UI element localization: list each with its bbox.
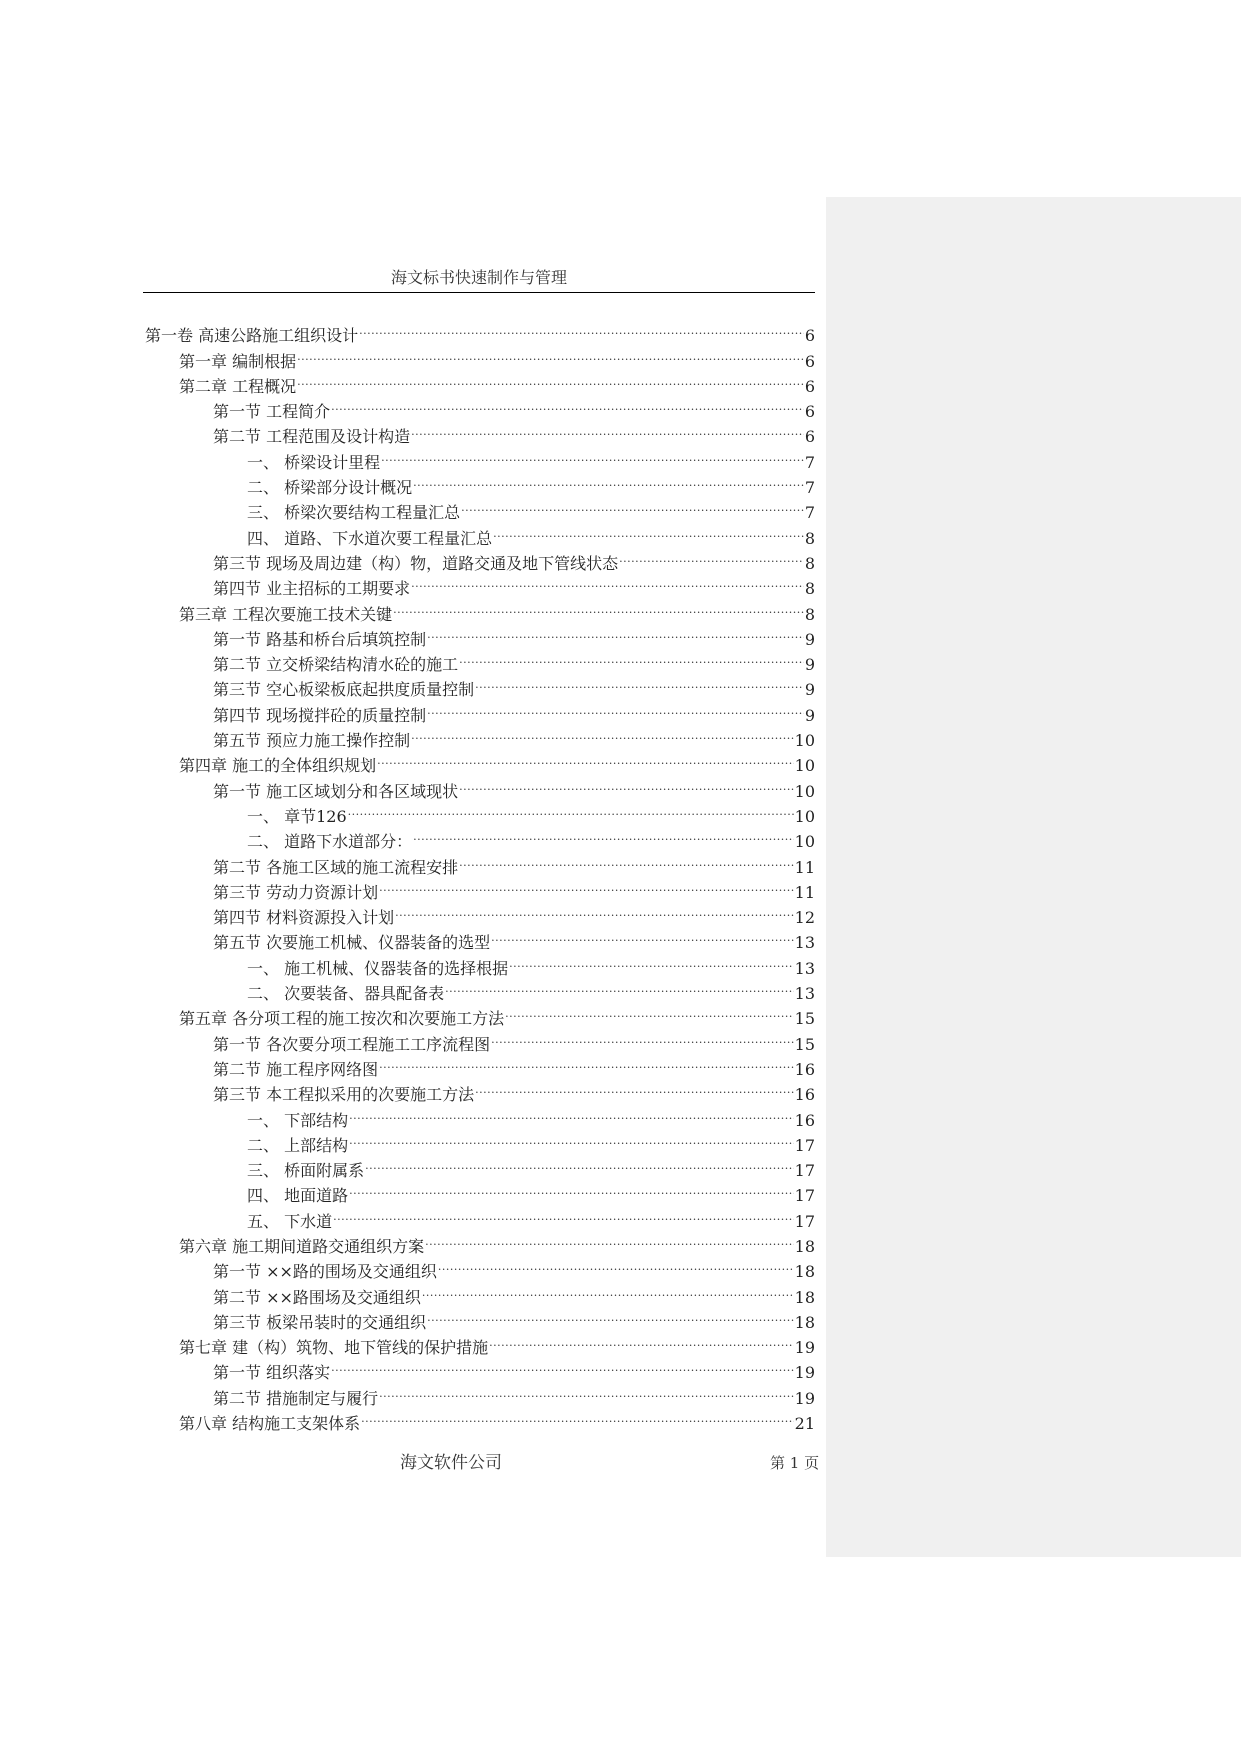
toc-entry-page: 6	[804, 376, 815, 396]
toc-entry-page: 12	[794, 908, 815, 928]
toc-entry-page: 19	[794, 1363, 815, 1383]
toc-entry-title: 五、 下水道	[247, 1211, 333, 1231]
toc-entry-page: 17	[794, 1211, 815, 1231]
toc-dot-leader	[365, 1151, 794, 1176]
toc-dot-leader	[348, 797, 794, 822]
toc-dot-leader	[411, 721, 794, 746]
header-rule	[143, 292, 815, 293]
footer-company: 海文软件公司	[400, 1453, 502, 1473]
toc-dot-leader	[361, 1404, 794, 1429]
toc-dot-leader	[459, 771, 794, 796]
toc-dot-leader	[461, 493, 804, 518]
toc-entry-page: 11	[794, 857, 815, 877]
toc-entry-page: 6	[804, 326, 815, 346]
toc-entry-page: 6	[804, 351, 815, 371]
toc-entry-title: 第五节 预应力施工操作控制	[213, 731, 411, 751]
toc-entry-title: 第五章 各分项工程的施工按次和次要施工方法	[179, 1009, 505, 1029]
toc-entry-title: 四、 道路、下水道次要工程量汇总	[247, 528, 493, 548]
toc-entry-page: 11	[794, 882, 815, 902]
toc-dot-leader	[427, 1303, 794, 1328]
toc-entry-page: 6	[804, 427, 815, 447]
toc-dot-leader	[297, 367, 804, 392]
toc-entry-page: 13	[794, 958, 815, 978]
toc-entry[interactable]	[143, 999, 815, 1029]
toc-entry[interactable]	[143, 822, 815, 852]
toc-entry-page: 15	[794, 1034, 815, 1054]
toc-entry[interactable]	[143, 1151, 815, 1181]
toc-entry-title: 第二节 措施制定与履行	[213, 1388, 379, 1408]
toc-entry-title: 第一节 组织落实	[213, 1363, 331, 1383]
toc-dot-leader	[331, 392, 804, 417]
toc-dot-leader	[619, 544, 804, 569]
toc-entry[interactable]	[143, 518, 815, 548]
toc-entry-page: 7	[804, 503, 815, 523]
toc-dot-leader	[395, 898, 794, 923]
toc-dot-leader	[459, 645, 804, 670]
toc-entry[interactable]	[143, 493, 815, 523]
toc-dot-leader	[489, 1328, 794, 1353]
toc-entry-title: 第八章 结构施工支架体系	[179, 1414, 361, 1434]
toc-dot-leader	[427, 620, 804, 645]
toc-dot-leader	[297, 341, 804, 366]
toc-entry-page: 16	[794, 1085, 815, 1105]
toc-entry-page: 18	[794, 1287, 815, 1307]
toc-dot-leader	[413, 468, 804, 493]
toc-dot-leader	[475, 1075, 794, 1100]
toc-entry-title: 第三节 空心板梁板底起拱度质量控制	[213, 680, 475, 700]
toc-dot-leader	[491, 923, 794, 948]
toc-entry-page: 10	[794, 806, 815, 826]
toc-entry-title: 二、 桥梁部分设计概况	[247, 478, 413, 498]
toc-dot-leader	[379, 1378, 794, 1403]
toc-dot-leader	[349, 1126, 794, 1151]
toc-entry-page: 18	[794, 1312, 815, 1332]
comment-pane	[826, 197, 1241, 1557]
toc-entry-page: 6	[804, 402, 815, 422]
toc-entry-title: 第四节 现场搅拌砼的质量控制	[213, 705, 427, 725]
toc-dot-leader	[379, 873, 794, 898]
toc-entry-title: 第五节 次要施工机械、仪器装备的选型	[213, 933, 491, 953]
toc-entry[interactable]	[143, 974, 815, 1004]
toc-entry-page: 19	[794, 1338, 815, 1358]
toc-entry-title: 第三节 现场及周边建（构）物，道路交通及地下管线状态	[213, 553, 619, 573]
toc-dot-leader	[427, 695, 804, 720]
toc-entry[interactable]	[143, 1227, 815, 1256]
toc-entry-title: 第一卷 高速公路施工组织设计	[145, 326, 359, 346]
toc-entry-title: 二、 上部结构	[247, 1135, 349, 1155]
toc-entry[interactable]	[143, 1201, 815, 1231]
toc-dot-leader	[445, 974, 794, 999]
toc-dot-leader	[349, 1176, 794, 1201]
toc-entry-page: 9	[804, 680, 815, 700]
toc-entry-page: 9	[804, 705, 815, 725]
toc-entry-title: 第二节 ××路围场及交通组织	[213, 1287, 421, 1307]
toc-dot-leader	[475, 670, 804, 695]
toc-entry-page: 21	[794, 1414, 815, 1434]
toc-entry-title: 二、 次要装备、器具配备表	[247, 984, 445, 1004]
toc-dot-leader	[393, 594, 804, 619]
toc-entry-page: 10	[794, 832, 815, 852]
toc-entry-title: 一、 章节126	[247, 806, 347, 826]
toc-dot-leader	[359, 316, 804, 341]
toc-dot-leader	[381, 442, 804, 467]
toc-dot-leader	[493, 518, 804, 543]
toc-entry[interactable]	[143, 1126, 815, 1155]
page-header: 海文标书快速制作与管理	[390, 268, 567, 287]
toc-entry-page: 8	[804, 553, 815, 573]
toc-entry-title: 第一节 ××路的围场及交通组织	[213, 1262, 437, 1282]
toc-entry-page: 7	[804, 452, 815, 472]
toc-entry-page: 8	[804, 528, 815, 548]
toc-entry[interactable]	[143, 1176, 815, 1206]
toc-entry-title: 第六章 施工期间道路交通组织方案	[179, 1236, 425, 1256]
toc-entry[interactable]	[143, 468, 815, 498]
toc-dot-leader	[491, 1024, 794, 1049]
toc-dot-leader	[331, 1353, 794, 1378]
table-of-contents	[143, 316, 815, 1434]
toc-entry-title: 第一节 路基和桥台后填筑控制	[213, 629, 427, 649]
toc-entry-title: 第二节 立交桥梁结构清水砼的施工	[213, 655, 459, 675]
toc-dot-leader	[411, 417, 804, 442]
toc-entry-page: 17	[794, 1186, 815, 1206]
toc-entry-title: 四、 地面道路	[247, 1186, 349, 1206]
toc-entry-title: 三、 桥面附属系	[247, 1161, 365, 1181]
toc-entry-title: 第一节 各次要分项工程施工工序流程图	[213, 1034, 491, 1054]
toc-dot-leader	[438, 1252, 794, 1277]
toc-dot-leader	[377, 746, 794, 771]
toc-dot-leader	[459, 847, 794, 872]
toc-entry-title: 第三节 本工程拟采用的次要施工方法	[213, 1085, 475, 1105]
footer-page-number: 第 1 页	[770, 1454, 820, 1472]
toc-entry-page: 9	[804, 629, 815, 649]
toc-dot-leader	[425, 1227, 794, 1252]
toc-entry-title: 一、 桥梁设计里程	[247, 452, 381, 472]
toc-entry-title: 第一节 工程简介	[213, 402, 331, 422]
toc-entry-page: 19	[794, 1388, 815, 1408]
toc-entry-page: 16	[794, 1110, 815, 1130]
toc-entry-title: 第四节 业主招标的工期要求	[213, 579, 411, 599]
toc-entry-title: 第三章 工程次要施工技术关键	[179, 604, 393, 624]
toc-entry-title: 一、 下部结构	[247, 1110, 349, 1130]
toc-entry-page: 7	[804, 478, 815, 498]
toc-entry-title: 第三节 板梁吊装时的交通组织	[213, 1312, 427, 1332]
toc-entry-page: 15	[794, 1009, 815, 1029]
toc-entry[interactable]	[143, 847, 815, 877]
toc-entry-page: 17	[794, 1135, 815, 1155]
toc-entry-title: 三、 桥梁次要结构工程量汇总	[247, 503, 461, 523]
toc-entry-title: 第二节 工程范围及设计构造	[213, 427, 411, 447]
toc-entry-page: 10	[794, 731, 815, 751]
toc-entry[interactable]	[143, 316, 815, 346]
toc-entry-page: 13	[794, 933, 815, 953]
toc-entry-title: 第四章 施工的全体组织规划	[179, 756, 377, 776]
toc-entry-page: 18	[794, 1262, 815, 1282]
toc-entry-page: 10	[794, 781, 815, 801]
toc-entry-title: 第四节 材料资源投入计划	[213, 908, 395, 928]
toc-entry-title: 第二节 各施工区域的施工流程安排	[213, 857, 459, 877]
toc-entry-title: 第二节 施工程序网络图	[213, 1059, 379, 1079]
toc-entry-page: 10	[794, 756, 815, 776]
toc-entry-title: 一、 施工机械、仪器装备的选择根据	[247, 958, 509, 978]
toc-entry-page: 9	[804, 655, 815, 675]
toc-entry-title: 第一节 施工区域划分和各区域现状	[213, 781, 459, 801]
toc-entry-page: 13	[794, 984, 815, 1004]
toc-entry-title: 第三节 劳动力资源计划	[213, 882, 379, 902]
toc-dot-leader	[509, 948, 794, 973]
toc-dot-leader	[413, 822, 794, 847]
toc-dot-leader	[422, 1277, 794, 1302]
toc-entry-page: 17	[794, 1161, 815, 1181]
toc-entry-title: 第一章 编制根据	[179, 351, 297, 371]
toc-entry-page: 16	[794, 1059, 815, 1079]
toc-dot-leader	[349, 1100, 794, 1125]
toc-dot-leader	[411, 569, 804, 594]
toc-entry-page: 18	[794, 1236, 815, 1256]
toc-entry-page: 8	[804, 579, 815, 599]
toc-dot-leader	[505, 999, 794, 1024]
toc-entry-title: 二、 道路下水道部分：	[247, 832, 413, 852]
toc-entry-page: 8	[804, 604, 815, 624]
toc-dot-leader	[333, 1201, 794, 1226]
toc-entry-title: 第七章 建（构）筑物、地下管线的保护措施	[179, 1338, 489, 1358]
toc-entry-title: 第二章 工程概况	[179, 376, 297, 396]
toc-dot-leader	[379, 1050, 794, 1075]
